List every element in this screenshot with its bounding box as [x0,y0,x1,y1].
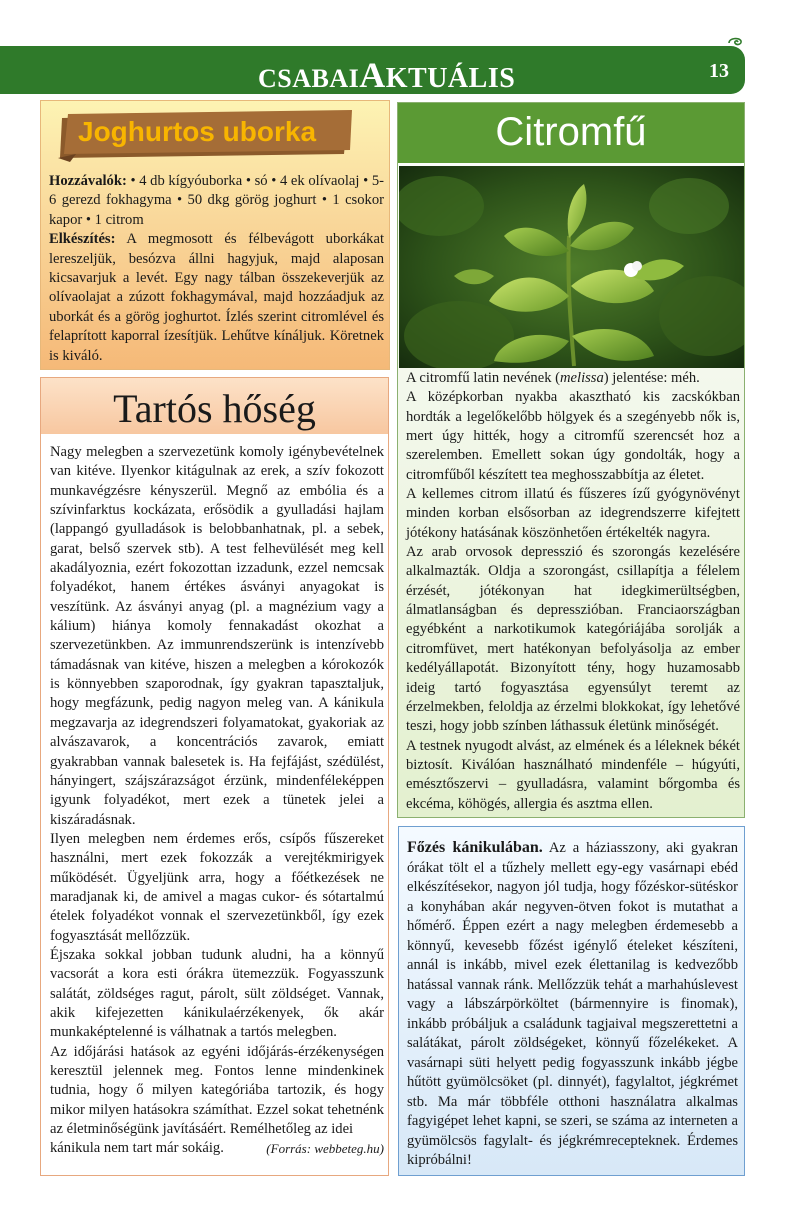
lemon-latin-name: melissa [560,370,604,386]
heat-closing-line [50,1139,384,1158]
heat-paragraph: Nagy melegben a szervezetünk komoly igénybevételnek van kitéve. Ilyenkor kitágulnak az erek, a szív fokozott munkavégzésre kényszerül. Megnő az embólia és a szívinfarktus kockázata, erősödik a gyulladási hajlam (lappangó gyulladások is belobbanhatnak, pl. a sebek, garat, belső szervek stb). A test felhevülését meg kell akadályoznia, ezért fokozottan izzadunk, ezzel nemcsak folyadékot, hanem értékes ásványi anyagokat is veszítünk. Az ásványi anyag (pl. a magnézium vagy a kálium) hiánya komoly fennakadást okozhat a szervezetünkben. Az immunrendszerünk is intenzívebb támadásnak van kitéve, hiszen a melegben a kórokozók is könnyebben szaporodnak, így gyakran tapasztaljuk, hogy megfázunk, pedig nagyon meleg van. A kánikula megzavarja az idegrendszeri folyamatokat, gyakoriak az alvászavarok, a koncentrációs zavarok, emiatt gyakrabban vannak balesetek is. Ha fejfájást, szédülést, hányingert, szájszárazságot érzünk, mindenféleképpen igyunk folyadékot, mert ezek a tünetek jelei a kiszáradásnak. [50,444,384,828]
lemon-intro-b: ) jelentése: méh. [603,370,700,386]
heat-paragraph: Az időjárási hatások az egyéni időjárás-érzékenységen keresztül jelennek meg. Fontos lenne mindenkinek tudnia, hogy ő milyen kategóriába tartozik, és hogy mikor milyen hatásokra számíthat. Ezzel sokat tehetnénk az életminőségünk javításáért. Remélhetőleg az idei [50,1043,384,1138]
swirl-icon [727,36,745,48]
ingredients-label: Hozzávalók: [49,173,127,189]
cooking-lead: Főzés kánikulában. [407,839,543,856]
lemon-paragraph: A középkorban nyakba akasztható kis zacskókban hordták a legelőkelőbb hölgyek és a szegényebb nők is, mert úgy hitték, hogy a citromfű szerencsét hoz a szerelemben. Emellett sokan úgy gondolták, hogy a citromfűből készített tea meghosszabbítja az életet. [406,389,740,483]
recipe-text [49,172,384,366]
ingredients-text: • 4 db kígyóuborka • só • 4 ek olívaolaj • 5-6 gerezd fokhagyma • 50 dkg görög joghurt • 1 csokor kapor • 1 citrom [49,173,384,228]
heat-article-text [50,443,384,1159]
lemon-balm-text [406,369,740,814]
title-part-a: CSABAI [258,64,360,93]
lemon-balm-photo [399,166,744,368]
preparation-text: A megmosott és félbevágott uborkákat lereszeljük, besózva állni hagyjuk, majd alaposan kicsavarjuk a levét. Egy nagy tálban összekeverjük az olívaolajat a zúzott fokhagymával, majd hozzáadjuk az uborkát és a görög joghurtot. Ízlés szerint citromlével és felaprított kaporral ízesítjük. Lehűtve kínáljuk. Köretnek is kiváló. [49,231,384,364]
lemon-intro-a: A citromfű latin nevének ( [406,370,560,386]
cooking-text [407,838,738,1171]
source-credit: (Forrás: webbeteg.hu) [266,1141,384,1157]
cooking-body: Az a háziasszony, aki gyakran órákat tölt el a tűzhely mellett egy-egy vasárnapi ebéd elkészítésekor, nagyon jól tudja, hogy főzéskor-sütéskor a konyhában akár negyven-ötven fokot is mutathat a hőmérő. Éppen ezért a nagy melegben érdemesebb a könnyű, kevesebb főzést igénylő ételeket készíteni, annál is inkább, mivel ezek élettanilag is kedvezőbb hatással vannak ránk. Mellőzzük tehát a marhahúslevest vagy a lábszárpörköltet (bármennyire is finomak), inkább próbáljuk a családunk tagjaival megszerettetni a salátákat, párolt zöldségeket, könnyű főzelékeket. A vasárnapi süti helyett pedig fogyasszunk inkább jégbe hűtött gyümölcsöket (pl. dinnyét), fagylaltot, jégkrémet stb. Ma már többféle otthoni használatra alkalmas fagyigépet lehet kapni, se szeri, se száma az interneten a gyümölcsös fagylalt- és jégkrémrecepteknek. Érdemes kipróbálni! [407,840,738,1168]
lemon-paragraph [406,369,740,388]
lemon-title: Citromfű [495,110,647,154]
lemon-paragraph: A kellemes citrom illatú és fűszeres ízű gyógynövényt minden korban elsősorban az idegrendszerre kifejtett jótékony hatásának köszönhetően értékelték nagyra. [406,486,740,541]
heat-closing-text: kánikula nem tart már sokáig. [50,1140,224,1157]
title-part-c: KTUÁLIS [385,63,516,94]
heat-paragraph: Éjszaka sokkal jobban tudunk aludni, ha a könnyű vacsorát a kora esti órákra ütemezzük. Fogyasszunk salátát, zöldséges ragut, párolt, sült zöldséget. Vannak, akik kifejezetten kánikulaérzékenyek, ők akár munkaképtelenné is válhatnak a tartós melegben. [50,946,384,1041]
heat-paragraph: Ilyen melegben nem érdemes erős, csípős fűszereket használni, mert ezek fokozzák a verejtékmirigyek működését. Ügyeljünk arra, hogy a főétkezések ne maradjanak ki, de amivel a magas cukor- és sótartalmú ételek folyadékot vonnak el szervezetünkből, így ezek fogyasztását mellőzzük. [50,830,384,944]
preparation-label: Elkészítés: [49,231,116,248]
recipe-title: Joghurtos uborka [78,116,317,147]
magazine-title [258,54,515,96]
title-part-b: A [359,55,386,95]
lemon-paragraph: A testnek nyugodt alvást, az elmének és a léleknek békét biztosít. Kiválóan használható mindenféle – húgyúti, emésztőszervi – gyulladásra, valamint bőrgomba és ekcéma, köhögés, allergia és asztma ellen. [406,737,740,812]
heat-title: Tartós hőség [113,386,316,431]
page-number: 13 [709,60,729,82]
lemon-paragraph: Az arab orvosok depresszió és szorongás kezelésére alkalmazták. Oldja a szorongást, csillapítja a félelem érzését, jótékonyan hat idegkimerültségben, álmatlanságban és depresszióban. Franciaországban egyébként a narkotikumok kategóriájába sorolják a citromfüvet, mert hatékonyan befolyásolja az ember kedélyállapotát. Bizonyított tény, hogy huzamosabb ideig tartó fogyasztása egyensúlyt teremt az érzelmekben, feloldja az érzelmi blokkokat, így lehetővé teszi, hogy jobb színben láthassuk életünk minőségét. [406,544,740,735]
